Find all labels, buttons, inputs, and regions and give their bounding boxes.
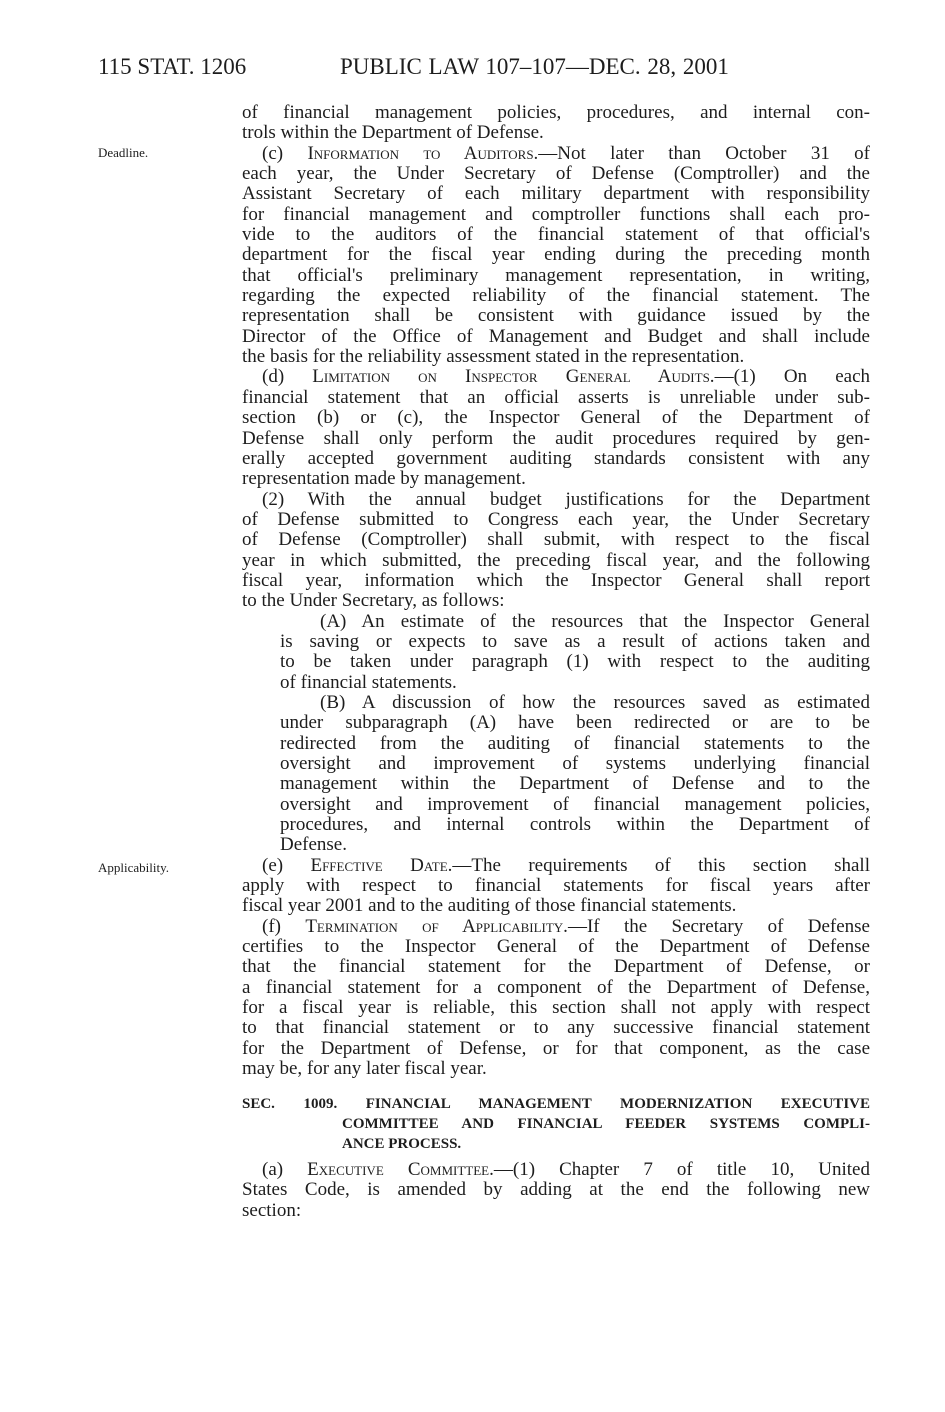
text-line: for a fiscal year is reliable, this section shall not apply with respect xyxy=(242,997,870,1019)
text-line: to that financial statement or to any successive financial statement xyxy=(242,1017,870,1039)
text-line: procedures, and internal controls within the Department of xyxy=(280,814,870,836)
text-line: fiscal year, information which the Inspector General shall report xyxy=(242,569,870,591)
section-heading xyxy=(242,1094,870,1154)
paragraph-heading: Effective Date. xyxy=(310,854,453,876)
paragraph xyxy=(242,856,870,917)
text-line xyxy=(242,917,870,937)
text-line: apply with respect to financial statements for fiscal years after xyxy=(242,875,870,897)
paragraph-heading: Information to Auditors. xyxy=(307,142,539,164)
section-heading-line: COMMITTEE AND FINANCIAL FEEDER SYSTEMS COMPLI- xyxy=(342,1116,870,1132)
text-line: redirected from the auditing of financial statements to the xyxy=(280,732,870,754)
paragraph-text: —(1) On each xyxy=(714,366,870,388)
paragraph xyxy=(242,103,870,144)
margin-note-applicability: Applicability. xyxy=(98,860,170,875)
text-line: of Defense submitted to Congress each year, the Under Secretary xyxy=(242,508,870,530)
text-line: (A) An estimate of the resources that the Inspector General xyxy=(320,610,870,632)
text-line: erally accepted government auditing standards consistent with any xyxy=(242,447,870,469)
text-line: Defense. xyxy=(280,834,347,856)
paragraph-label: (a) xyxy=(262,1159,308,1180)
section-heading-line: SEC. 1009. FINANCIAL MANAGEMENT MODERNIZATION EXECUTIVE xyxy=(242,1096,870,1112)
paragraph-text: —(1) Chapter 7 of title 10, United xyxy=(493,1159,870,1180)
text-line: (B) A discussion of how the resources saved as estimated xyxy=(320,691,870,713)
paragraph xyxy=(242,917,870,1080)
text-line: may be, for any later fiscal year. xyxy=(242,1058,487,1080)
text-line xyxy=(242,856,870,876)
paragraph-text: —The requirements of this section shall xyxy=(452,854,870,876)
paragraph-heading: Termination of Applicability. xyxy=(305,915,568,937)
paragraph xyxy=(242,490,870,612)
text-line xyxy=(242,1160,870,1180)
margin-note-deadline: Deadline. xyxy=(98,145,149,160)
page-stat-number: 115 STAT. 1206 xyxy=(98,54,247,79)
paragraph-label: (c) xyxy=(262,142,308,164)
text-line: oversight and improvement of systems underlying financial xyxy=(280,753,870,774)
text-line: certifies to the Inspector General of the Department of Defense xyxy=(242,936,870,958)
text-line: Assistant Secretary of each military department with responsibility xyxy=(242,183,870,205)
text-line: vide to the auditors of the financial statement of that official's xyxy=(242,224,870,246)
text-line xyxy=(242,367,870,387)
text-line: section: xyxy=(242,1199,302,1221)
text-line: for the Department of Defense, or for that component, as the case xyxy=(242,1037,870,1059)
section-heading-line: ANCE PROCESS. xyxy=(342,1136,462,1152)
text-line: Director of the Office of Management and Budget and shall include xyxy=(242,325,870,347)
text-line: of Defense (Comptroller) shall submit, with respect to the fiscal xyxy=(242,529,870,551)
text-line: oversight and improvement of financial management policies, xyxy=(280,793,870,815)
running-header-title: PUBLIC LAW 107–107—DEC. 28, 2001 xyxy=(340,54,729,79)
text-line xyxy=(242,144,870,164)
text-line: year in which submitted, the preceding fiscal year, and the following xyxy=(242,549,870,571)
text-line: to be taken under paragraph (1) with respect to the auditing xyxy=(280,651,870,673)
paragraph-heading: Executive Committee. xyxy=(307,1159,494,1180)
text-line: Defense shall only perform the audit procedures required by gen- xyxy=(242,427,870,449)
text-line: regarding the expected reliability of the financial statement. The xyxy=(242,285,870,307)
paragraph-text: —If the Secretary of Defense xyxy=(567,915,870,937)
text-line: financial statement that an official asserts is unreliable under sub- xyxy=(242,386,870,408)
paragraph-text: —Not later than October 31 of xyxy=(538,142,870,164)
subparagraph xyxy=(280,693,870,856)
paragraph-label: (d) xyxy=(262,366,313,388)
text-line: the basis for the reliability assessment stated in the representation. xyxy=(242,346,745,368)
paragraph xyxy=(242,1160,870,1221)
document-body xyxy=(242,103,870,1080)
subparagraph xyxy=(280,612,870,693)
text-line: to the Under Secretary, as follows: xyxy=(242,590,505,612)
text-line: trols within the Department of Defense. xyxy=(242,122,544,144)
paragraph-label: (f) xyxy=(262,915,306,937)
text-line: (2) With the annual budget justifications for the Department xyxy=(262,488,870,510)
text-line: under subparagraph (A) have been redirected or are to be xyxy=(280,712,870,734)
text-line: of financial statements. xyxy=(280,671,457,693)
text-line: representation shall be consistent with guidance issued by the xyxy=(242,305,870,327)
text-line: section (b) or (c), the Inspector General of the Department of xyxy=(242,407,870,429)
text-line: that the financial statement for the Department of Defense, or xyxy=(242,956,870,978)
text-line: that official's preliminary management representation, in writing, xyxy=(242,264,870,286)
text-line: representation made by management. xyxy=(242,468,526,490)
text-line: fiscal year 2001 and to the auditing of those financial statements. xyxy=(242,895,737,917)
text-line: department for the fiscal year ending during the preceding month xyxy=(242,244,870,266)
text-line: for financial management and comptroller functions shall each pro- xyxy=(242,203,870,225)
text-line: of financial management policies, procedures, and internal con- xyxy=(242,102,870,123)
paragraph xyxy=(242,144,870,368)
text-line: each year, the Under Secretary of Defense (Comptroller) and the xyxy=(242,163,870,185)
text-line: management within the Department of Defense and to the xyxy=(280,773,870,795)
section-body xyxy=(242,1160,870,1221)
paragraph-label: (e) xyxy=(262,854,311,876)
text-line: is saving or expects to save as a result of actions taken and xyxy=(280,630,870,652)
text-line: States Code, is amended by adding at the end the following new xyxy=(242,1179,870,1201)
text-line: a financial statement for a component of the Department of Defense, xyxy=(242,976,870,998)
paragraph-heading: Limitation on Inspector General Audits. xyxy=(312,366,715,388)
paragraph xyxy=(242,367,870,489)
